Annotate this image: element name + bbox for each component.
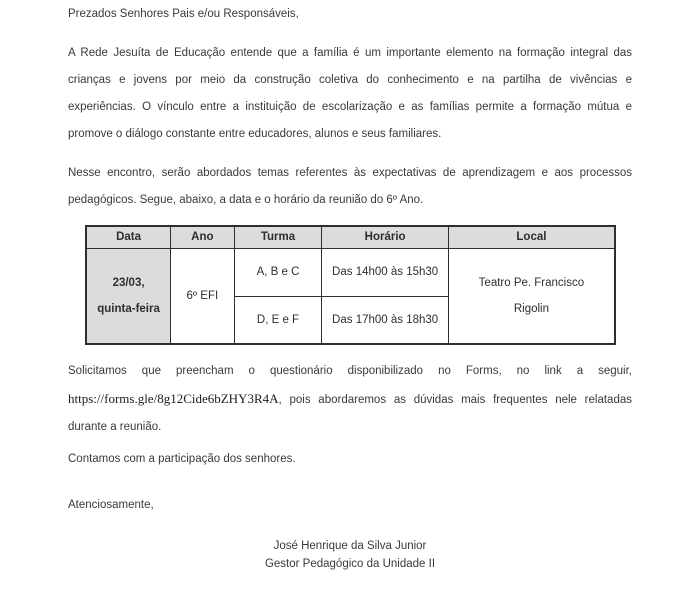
text-line: A Rede Jesuíta de Educação entende que a família é um importante elemento na formação integral das: [68, 47, 632, 59]
text-line: pedagógicos. Segue, abaixo, a data e o horário da reunião do 6º Ano.: [68, 194, 424, 206]
turma-cell: D, E e F: [234, 296, 322, 344]
signature-name: José Henrique da Silva Junior: [273, 540, 427, 552]
text-line: Solicitamos que preencham o questionário disponibilizado no Forms, no link a seguir,: [68, 365, 632, 377]
header-horario: Horário: [322, 226, 448, 248]
forms-link[interactable]: https://forms.gle/8g12Cide6bZHY3R4A: [68, 391, 279, 406]
horario-cell: Das 17h00 às 18h30: [322, 296, 448, 344]
schedule-table: [85, 225, 616, 345]
signature-role: Gestor Pedagógico da Unidade II: [264, 557, 436, 570]
ano-cell: 6º EFI: [171, 248, 234, 344]
table-header-row: [86, 226, 615, 248]
date-line1: 23/03,: [112, 276, 145, 289]
horario-cell: Das 14h00 às 15h30: [322, 248, 448, 296]
signature-block: [68, 538, 632, 573]
local-line2: Rigolin: [513, 302, 549, 315]
header-local: Local: [448, 226, 615, 248]
paragraph-intro: [68, 40, 632, 148]
turma-cell: A, B e C: [234, 248, 322, 296]
closing-participation: Contamos com a participação dos senhores.: [68, 453, 296, 465]
date-line2: quinta-feira: [97, 302, 160, 315]
text-line: experiências. O vínculo entre a instituição de escolarização e as famílias permite a formação mútua e: [68, 101, 632, 113]
text-line: durante a reunião.: [68, 421, 162, 433]
header-ano: Ano: [171, 226, 234, 248]
header-data: Data: [86, 226, 171, 248]
local-line1: Teatro Pe. Francisco: [478, 276, 585, 289]
closing-regards: Atenciosamente,: [68, 499, 154, 511]
table-row: [86, 248, 615, 296]
paragraph-meeting: [68, 160, 632, 214]
text-line: promove o diálogo constante entre educadores, alunos e seus familiares.: [68, 128, 442, 140]
text-line: [68, 385, 632, 414]
text-line: crianças e jovens por meio da construção coletiva do conhecimento e na partilha de vivências e: [68, 74, 632, 86]
local-cell: [448, 248, 615, 344]
date-cell: [86, 248, 171, 344]
header-turma: Turma: [234, 226, 322, 248]
salutation: Prezados Senhores Pais e/ou Responsáveis,: [68, 8, 299, 20]
text-line: Nesse encontro, serão abordados temas referentes às expectativas de aprendizagem e aos processos: [68, 167, 632, 179]
text-after-link: , pois abordaremos as dúvidas mais frequentes nele relatadas: [278, 394, 632, 406]
paragraph-forms: [68, 358, 632, 441]
